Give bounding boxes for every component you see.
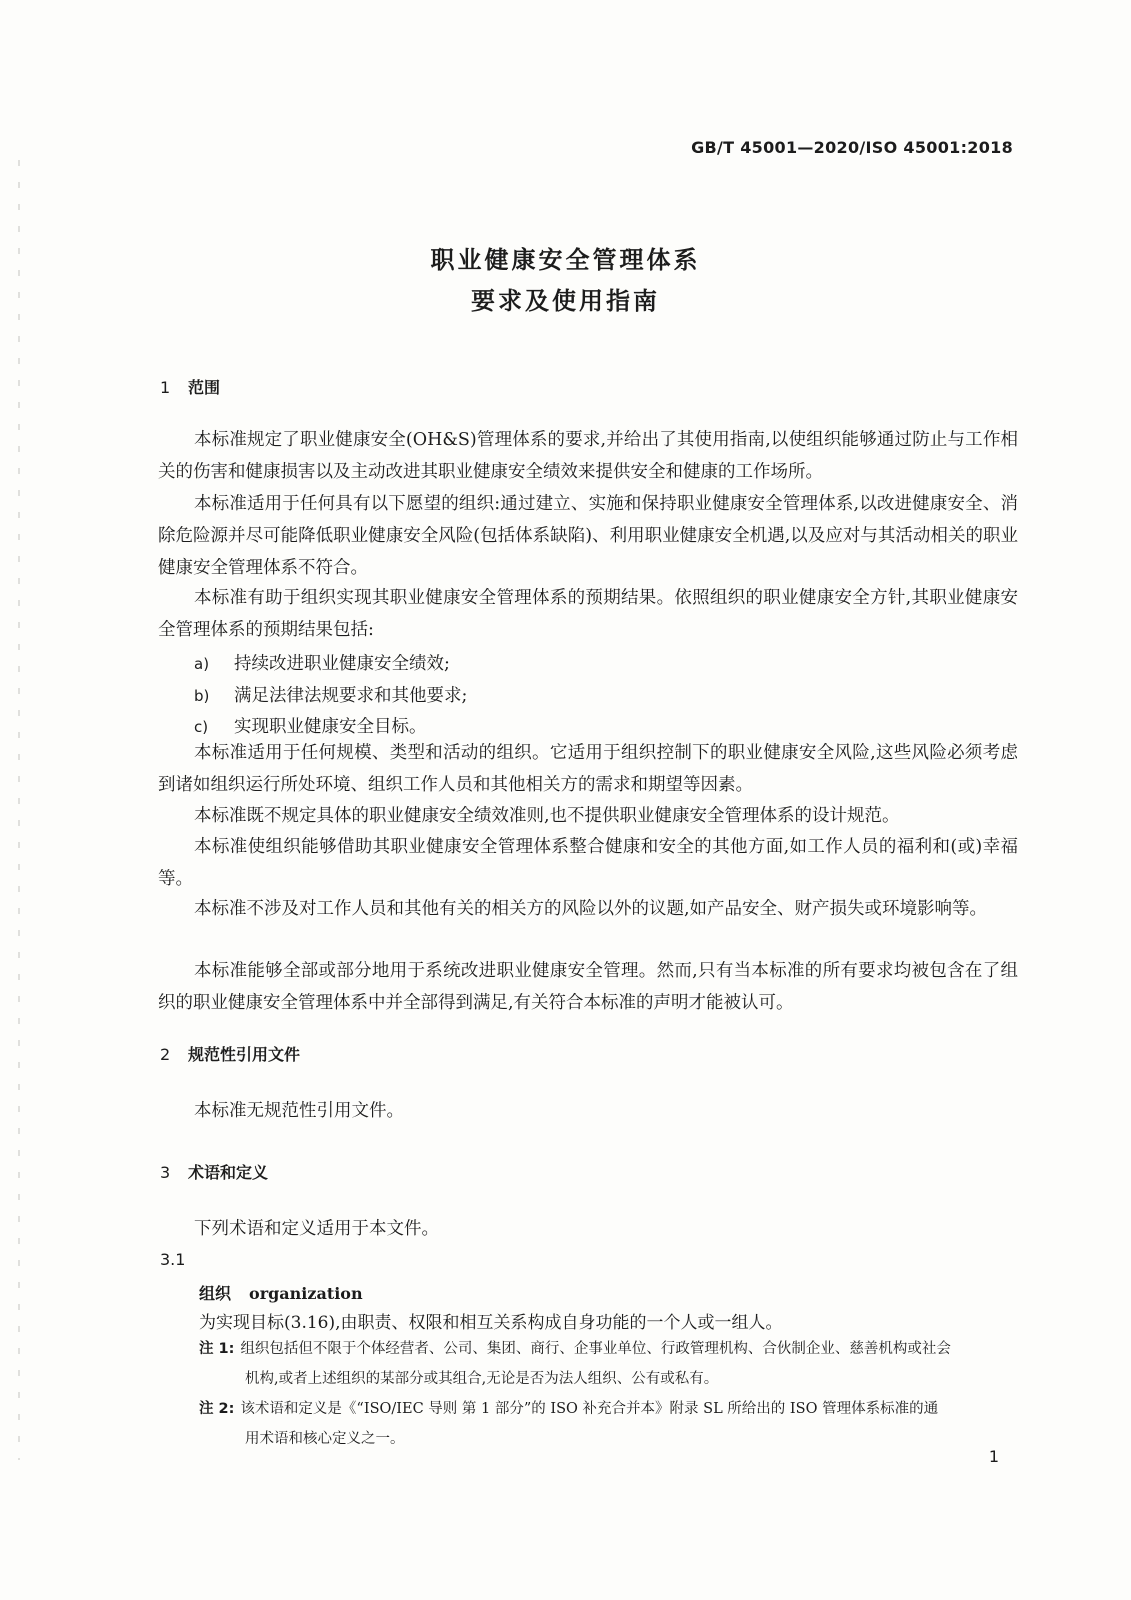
paragraph: 本标准适用于任何具有以下愿望的组织:通过建立、实施和保持职业健康安全管理体系,以改进健康安全、消除危险源并尽可能降低职业健康安全风险(包括体系缺陷)、利用职业健康安全机遇,以及应对与其活动相关的职业健康安全管理体系不符合。 [158, 494, 1018, 578]
term-entry [199, 1281, 363, 1304]
note-text: 该术语和定义是《“ISO/IEC 导则 第 1 部分”的 ISO 补充合并本》附录 SL 所给出的 ISO 管理体系标准的通 [240, 1401, 939, 1417]
section-2-heading [160, 1042, 300, 1065]
document-title-line2: 要求及使用指南 [471, 287, 660, 315]
note-text: 用术语和核心定义之一。 [245, 1431, 405, 1447]
list-text: 实现职业健康安全目标。 [234, 717, 427, 737]
note-2 [199, 1394, 1024, 1454]
document-title-line1: 职业健康安全管理体系 [430, 246, 701, 274]
list-item [194, 650, 450, 675]
paragraph: 本标准有助于组织实现其职业健康安全管理体系的预期结果。依照组织的职业健康安全方针,其职业健康安全管理体系的预期结果包括: [158, 588, 1018, 640]
section-number: 1 [160, 378, 171, 397]
term-english: organization [249, 1284, 363, 1303]
paragraph: 本标准使组织能够借助其职业健康安全管理体系整合健康和安全的其他方面,如工作人员的福利和(或)幸福等。 [158, 837, 1018, 889]
list-label: c) [194, 718, 209, 736]
paragraph: 本标准无规范性引用文件。 [194, 1101, 404, 1121]
paragraph: 本标准适用于任何规模、类型和活动的组织。它适用于组织控制下的职业健康安全风险,这些风险必须考虑到诸如组织运行所处环境、组织工作人员和其他相关方的需求和期望等因素。 [158, 743, 1018, 795]
term-chinese: 组织 [199, 1284, 232, 1303]
paragraph: 下列术语和定义适用于本文件。 [194, 1219, 439, 1239]
list-label: a) [194, 655, 210, 673]
list-text: 满足法律法规要求和其他要求; [234, 686, 468, 706]
paragraph: 本标准不涉及对工作人员和其他有关的相关方的风险以外的议题,如产品安全、财产损失或环境影响等。 [194, 899, 988, 919]
note-1 [199, 1334, 1024, 1394]
list-text: 持续改进职业健康安全绩效; [234, 654, 450, 674]
section-title: 术语和定义 [188, 1163, 269, 1182]
list-label: b) [194, 687, 210, 705]
section-1-heading [160, 375, 220, 398]
paragraph: 本标准能够全部或部分地用于系统改进职业健康安全管理。然而,只有当本标准的所有要求均被包含在了组织的职业健康安全管理体系中并全部得到满足,有关符合本标准的声明才能被认可。 [158, 961, 1018, 1013]
section-title: 规范性引用文件 [188, 1045, 301, 1064]
section-number: 2 [160, 1045, 171, 1064]
term-definition: 为实现目标(3.16),由职责、权限和相互关系构成自身功能的一个人或一组人。 [199, 1313, 783, 1333]
note-text: 机构,或者上述组织的某部分或其组合,无论是否为法人组织、公有或私有。 [245, 1371, 719, 1387]
note-label: 注 2: [199, 1401, 235, 1417]
paragraph: 本标准规定了职业健康安全(OH&S)管理体系的要求,并给出了其使用指南,以使组织能够通过防止与工作相关的伤害和健康损害以及主动改进其职业健康安全绩效来提供安全和健康的工作场所。 [158, 430, 1018, 482]
section-title: 范围 [188, 378, 221, 397]
list-item [194, 713, 427, 738]
paragraph: 本标准既不规定具体的职业健康安全绩效准则,也不提供职业健康安全管理体系的设计规范。 [194, 806, 900, 826]
note-label: 注 1: [199, 1341, 235, 1357]
note-text: 组织包括但不限于个体经营者、公司、集团、商行、企事业单位、行政管理机构、合伙制企业、慈善机构或社会 [240, 1341, 951, 1357]
clause-number: 3.1 [160, 1250, 186, 1269]
page-number: 1 [988, 1447, 999, 1466]
standard-code: GB/T 45001—2020/ISO 45001:2018 [691, 138, 1013, 157]
section-number: 3 [160, 1163, 171, 1182]
section-3-heading [160, 1160, 268, 1183]
scan-edge-artifact [18, 160, 20, 1460]
list-item [194, 682, 467, 707]
